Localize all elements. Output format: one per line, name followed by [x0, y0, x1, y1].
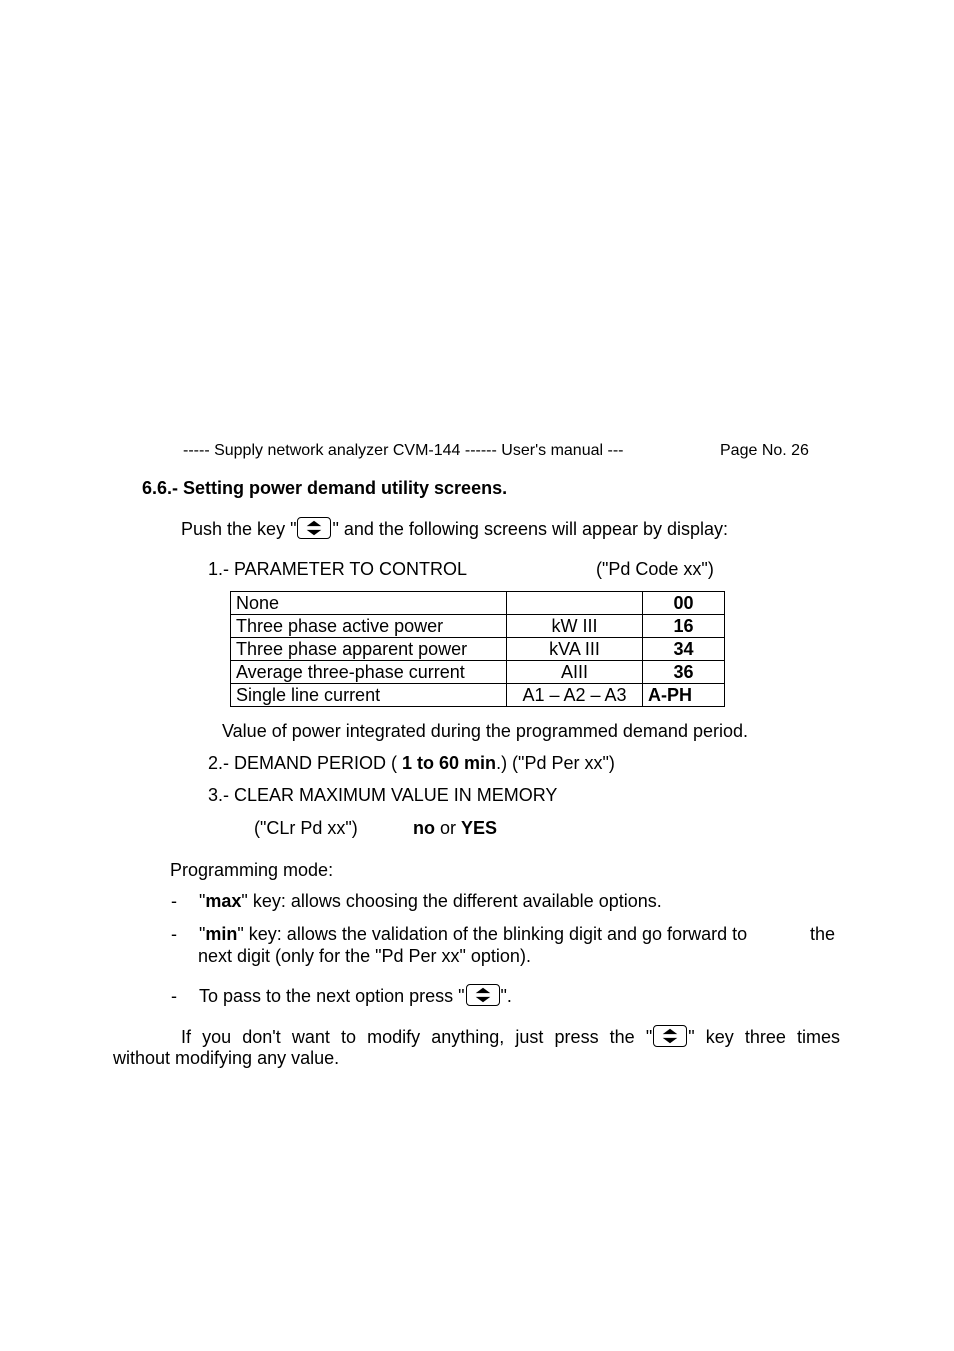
clr-or: or: [435, 818, 462, 838]
clr-options: [413, 818, 497, 839]
bullet-min-text-end: the: [810, 924, 836, 944]
bullet-next: [199, 984, 512, 1007]
up-down-arrow-key-icon: [297, 517, 331, 539]
page-number: Page No. 26: [720, 442, 809, 459]
clr-yes: YES: [461, 818, 498, 838]
table-row: [231, 638, 725, 661]
bullet-min-text: " key: allows the validation of the blinking digit and go forward to: [237, 924, 748, 944]
up-down-arrow-key-icon: [653, 1025, 687, 1047]
bullet-dash: -: [171, 924, 177, 944]
bullet-max-text: " key: allows choosing the different available options.: [241, 891, 662, 911]
bullet-min: [199, 924, 747, 945]
item3-label: 3.- CLEAR MAXIMUM VALUE IN MEMORY: [208, 785, 558, 805]
param-code: A-PH: [643, 684, 725, 707]
word-with-key: [646, 1025, 695, 1048]
item2-range: 1 to 60 min: [402, 753, 497, 773]
param-unit: [507, 592, 643, 615]
bullet-min-key: min: [205, 924, 238, 944]
value-note: Value of power integrated during the programmed demand period.: [222, 721, 748, 741]
clr-no: no: [413, 818, 435, 838]
param-unit: kVA III: [507, 638, 643, 661]
item1-code: ("Pd Code xx"): [596, 559, 714, 579]
param-unit: A1 – A2 – A3: [507, 684, 643, 707]
bullet-dash: -: [171, 986, 177, 1006]
param-unit: kW III: [507, 615, 643, 638]
word: the: [609, 1027, 635, 1047]
parameter-table: [230, 591, 725, 707]
bullet-next-after: ".: [500, 986, 512, 1006]
bullet-next-before: To pass to the next option press ": [199, 986, 465, 1006]
word: ": [688, 1027, 695, 1047]
bullet-min-quote: ": [199, 924, 206, 944]
param-code: 36: [643, 661, 725, 684]
table-row: [231, 592, 725, 615]
running-header: ----- Supply network analyzer CVM-144 ------ User's manual ---: [183, 442, 624, 459]
bullet-dash: -: [171, 891, 177, 911]
param-unit: AIII: [507, 661, 643, 684]
intro-after: " and the following screens will appear by display:: [332, 519, 729, 539]
up-down-arrow-key-icon: [466, 984, 500, 1006]
item1-label: 1.- PARAMETER TO CONTROL: [208, 559, 468, 579]
intro-before: Push the key ": [181, 519, 297, 539]
table-row: [231, 684, 725, 707]
clr-code: ("CLr Pd xx"): [254, 818, 358, 838]
param-name: Single line current: [231, 684, 507, 707]
word: ": [645, 1027, 653, 1047]
word: press: [554, 1027, 599, 1047]
param-name: Average three-phase current: [231, 661, 507, 684]
bullet-min-text-cont: next digit (only for the "Pd Per xx" option).: [198, 946, 531, 966]
final-line-1: [181, 1025, 840, 1048]
final-line-2: without modifying any value.: [113, 1048, 340, 1068]
word: just: [515, 1027, 544, 1047]
word: don't: [242, 1027, 281, 1047]
word: anything,: [431, 1027, 505, 1047]
param-name: Three phase apparent power: [231, 638, 507, 661]
bullet-max-key: max: [205, 891, 242, 911]
word: modify: [367, 1027, 421, 1047]
word: times: [796, 1027, 840, 1047]
table-row: [231, 661, 725, 684]
table-row: [231, 615, 725, 638]
param-name: Three phase active power: [231, 615, 507, 638]
word: want: [291, 1027, 330, 1047]
item2-suffix: .) ("Pd Per xx"): [496, 753, 615, 773]
bullet-max-quote: ": [199, 891, 206, 911]
intro-line: [181, 517, 728, 540]
bullet-max: [199, 891, 662, 912]
word: to: [341, 1027, 357, 1047]
param-name: None: [231, 592, 507, 615]
item2-prefix: 2.- DEMAND PERIOD (: [208, 753, 403, 773]
word: key: [705, 1027, 734, 1047]
param-code: 00: [643, 592, 725, 615]
param-code: 16: [643, 615, 725, 638]
word: If: [181, 1027, 192, 1047]
item2-line: [208, 753, 615, 774]
word: three: [744, 1027, 786, 1047]
param-code: 34: [643, 638, 725, 661]
section-title: 6.6.- Setting power demand utility screens.: [142, 478, 508, 498]
word: you: [202, 1027, 232, 1047]
programming-title: Programming mode:: [170, 860, 334, 880]
